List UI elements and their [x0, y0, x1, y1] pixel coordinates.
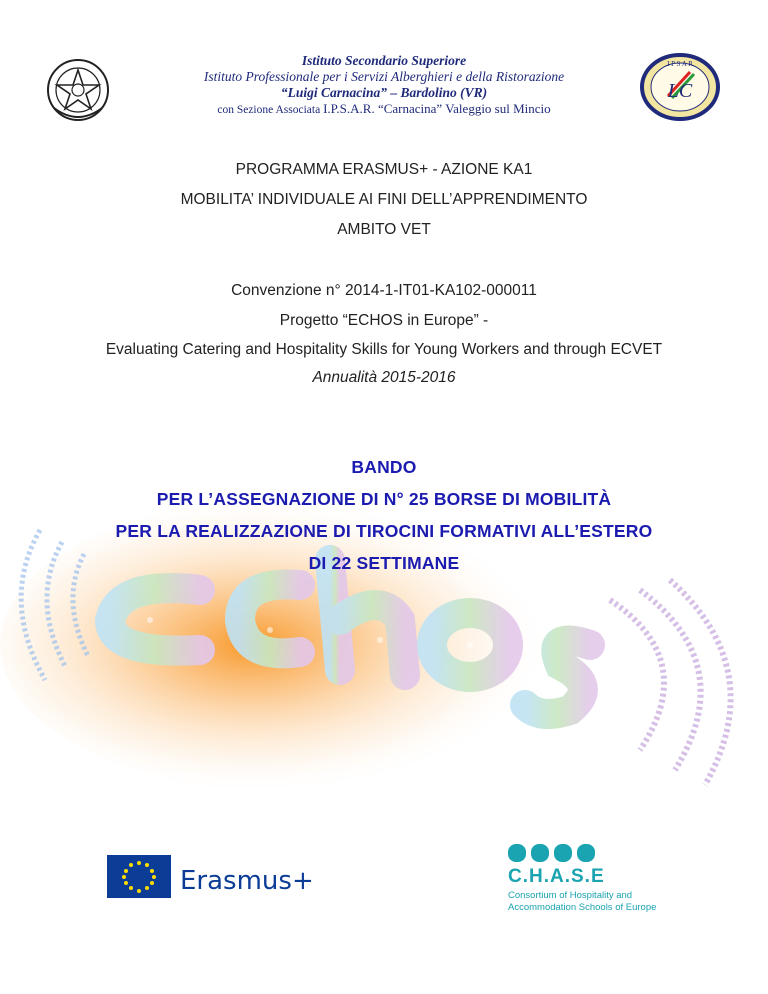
- call-line-1: PER L’ASSEGNAZIONE DI N° 25 BORSE DI MOBILITÀ: [156, 489, 612, 509]
- header-line-4-main: I.P.S.A.R. “Carnacina” Valeggio sul Mincio: [323, 101, 551, 116]
- header-line-3: “Luigi Carnacina” – Bardolino (VR): [280, 85, 488, 100]
- header-line-2: Istituto Professionale per i Servizi Alberghieri e della Ristorazione: [203, 69, 565, 84]
- programme-line-3: AMBITO VET: [337, 221, 431, 238]
- header-line-1: Istituto Secondario Superiore: [301, 53, 467, 68]
- header-line-4-prefix: con Sezione Associata: [217, 104, 321, 116]
- project-title: Progetto “ECHOS in Europe” -: [279, 312, 489, 329]
- school-logo-monogram: LC: [667, 80, 693, 102]
- school-logo-letters: I P S A R: [667, 60, 693, 68]
- echos-watermark: [0, 470, 768, 790]
- chase-name: C.H.A.S.E: [508, 866, 605, 887]
- chase-subtitle-2: Accommodation Schools of Europe: [508, 902, 657, 913]
- erasmus-plus-label: Erasmus+: [180, 866, 314, 896]
- programme-line-2: MOBILITA’ INDIVIDUALE AI FINI DELL’APPRENDIMENTO: [180, 191, 588, 208]
- eu-flag-icon: [107, 855, 171, 898]
- annuality: Annualità 2015-2016: [312, 369, 456, 386]
- project-subtitle: Evaluating Catering and Hospitality Skills for Young Workers and through ECVET: [105, 341, 663, 358]
- chase-logo-icon: [508, 842, 600, 864]
- convention-number: Convenzione n° 2014-1-IT01-KA102-000011: [231, 282, 537, 299]
- call-line-2: PER LA REALIZZAZIONE DI TIROCINI FORMATIVI ALL’ESTERO: [115, 521, 653, 541]
- call-line-3: DI 22 SETTIMANE: [308, 553, 460, 573]
- ipsar-school-logo-icon: [638, 52, 722, 122]
- programme-line-1: PROGRAMMA ERASMUS+ - AZIONE KA1: [235, 161, 533, 178]
- call-title: BANDO: [351, 457, 417, 477]
- chase-subtitle-1: Consortium of Hospitality and: [508, 890, 633, 901]
